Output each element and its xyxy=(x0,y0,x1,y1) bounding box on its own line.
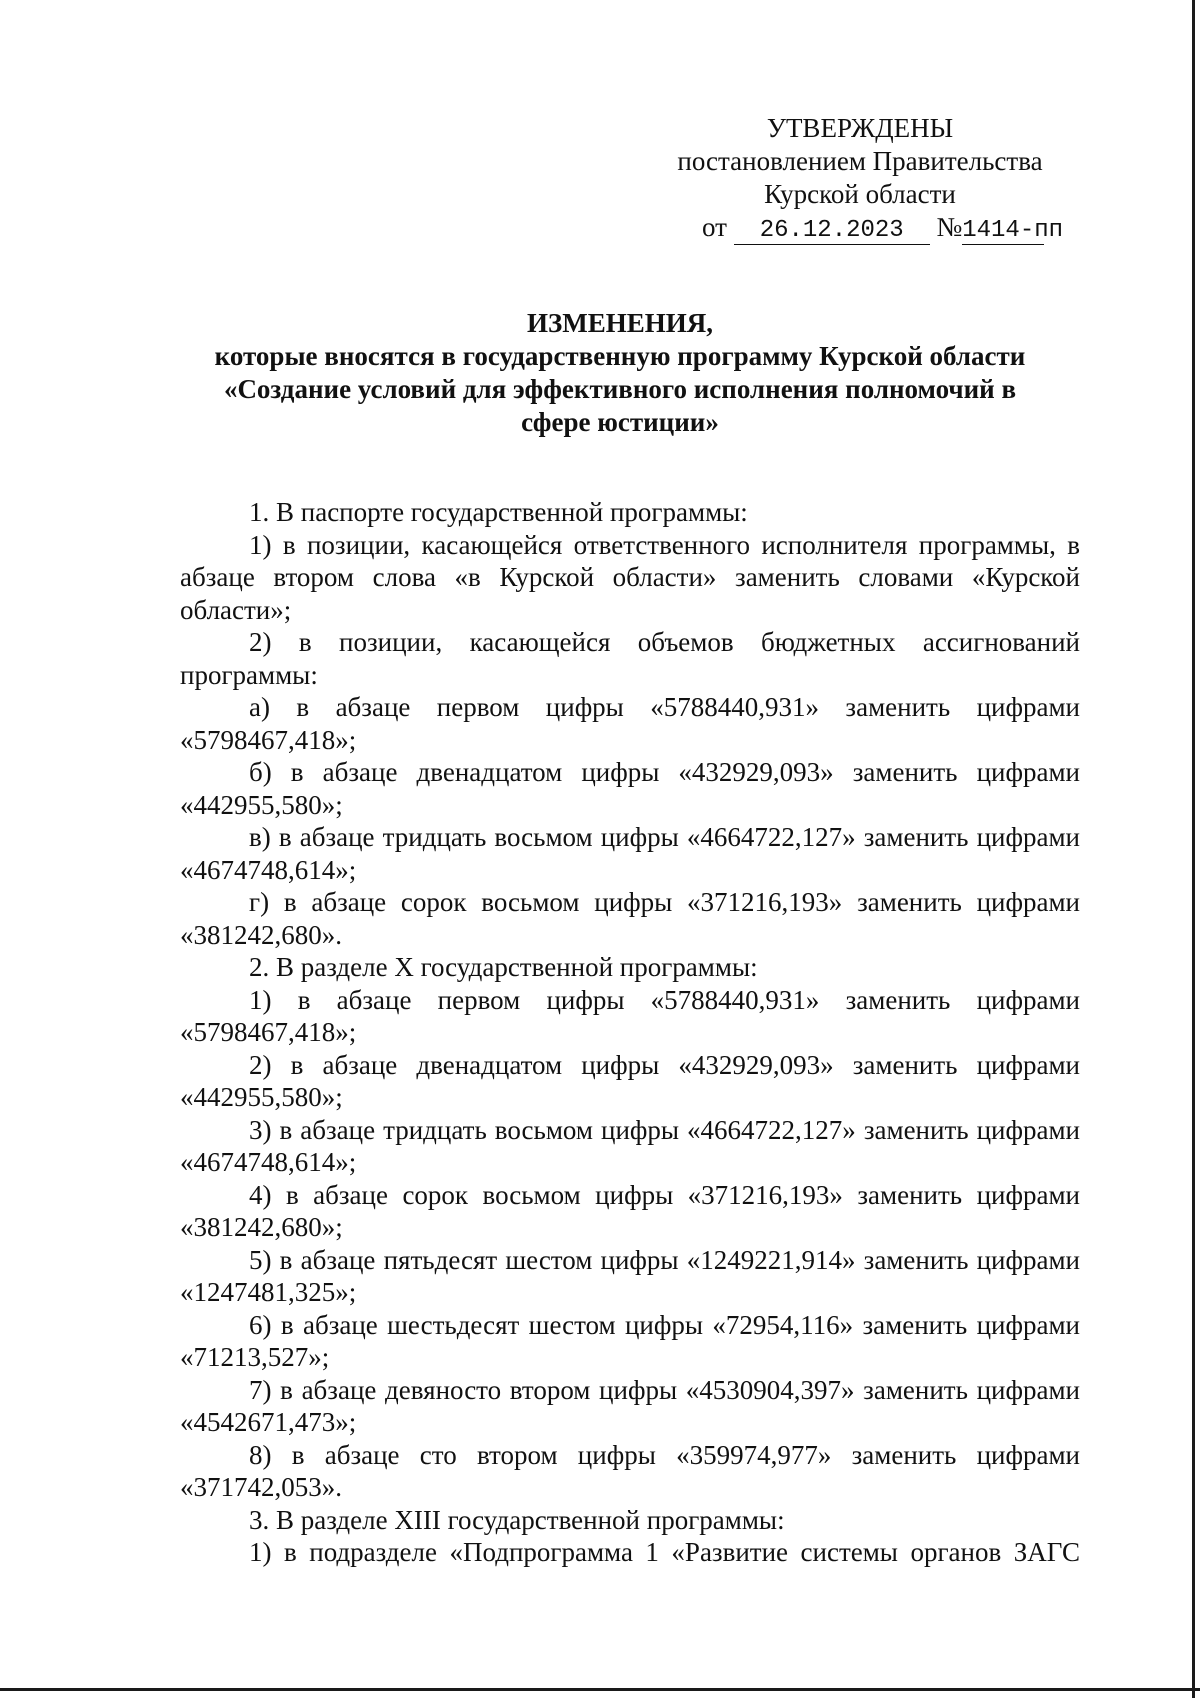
approval-line-2: Курской области xyxy=(764,179,956,209)
paragraph: 1. В паспорте государственной программы: xyxy=(249,497,748,527)
paragraph: а) в абзаце первом цифры «5788440,931» заменить цифрами «5798467,418»; xyxy=(180,692,1080,755)
paragraph: 1) в абзаце первом цифры «5788440,931» заменить цифрами «5798467,418»; xyxy=(180,984,1080,1047)
subtitle-line-3: сфере юстиции» xyxy=(521,407,719,437)
date-prefix: от xyxy=(702,212,727,242)
approval-reference xyxy=(702,211,1142,245)
paragraph: 2. В разделе X государственной программы: xyxy=(249,952,758,982)
paragraph: 1) в позиции, касающейся ответственного исполнителя программы, в абзаце втором слова «в Курской области» заменить словами «Курской области»; xyxy=(180,529,1080,625)
paragraph: 3. В разделе XIII государственной программы: xyxy=(249,1504,785,1535)
paragraph: 2) в позиции, касающейся объемов бюджетных ассигнований программы: xyxy=(180,627,1080,690)
paragraph: 4) в абзаце сорок восьмом цифры «371216,193» заменить цифрами «381242,680»; xyxy=(180,1179,1080,1242)
paragraph: 8) в абзаце сто втором цифры «359974,977» заменить цифрами «371742,053». xyxy=(180,1439,1080,1502)
paragraph: б) в абзаце двенадцатом цифры «432929,093» заменить цифрами «442955,580»; xyxy=(180,757,1080,820)
paragraph: 3) в абзаце тридцать восьмом цифры «4664722,127» заменить цифрами «4674748,614»; xyxy=(180,1114,1080,1177)
paragraph: 5) в абзаце пятьдесят шестом цифры «1249221,914» заменить цифрами «1247481,325»; xyxy=(180,1244,1080,1307)
approval-stamp xyxy=(640,112,1080,245)
paragraph: в) в абзаце тридцать восьмом цифры «4664722,127» заменить цифрами «4674748,614»; xyxy=(180,822,1080,885)
document-heading: ИЗМЕНЕНИЯ, xyxy=(526,308,713,338)
approval-date: 26.12.2023 xyxy=(734,218,930,245)
paragraph: г) в абзаце сорок восьмом цифры «371216,193» заменить цифрами «381242,680». xyxy=(180,887,1080,950)
document-title xyxy=(180,307,1060,439)
paragraph: 1) в подразделе «Подпрограмма 1 «Развитие системы органов ЗАГС xyxy=(249,1537,1080,1567)
scan-edge-right xyxy=(1192,0,1195,1698)
approval-line-1: постановлением Правительства xyxy=(677,146,1043,176)
approval-title: УТВЕРЖДЕНЫ xyxy=(766,113,954,143)
number-label: № xyxy=(936,212,963,242)
subtitle-line-1: которые вносятся в государственную программу Курской области xyxy=(214,341,1026,371)
scan-edge-bottom xyxy=(0,1688,1200,1691)
paragraph: 6) в абзаце шестьдесят шестом цифры «72954,116» заменить цифрами «71213,527»; xyxy=(180,1309,1080,1372)
subtitle-line-2: «Создание условий для эффективного исполнения полномочий в xyxy=(223,374,1017,404)
paragraph: 7) в абзаце девяносто втором цифры «4530904,397» заменить цифрами «4542671,473»; xyxy=(180,1374,1080,1437)
document-body xyxy=(180,496,1080,1569)
paragraph: 2) в абзаце двенадцатом цифры «432929,093» заменить цифрами «442955,580»; xyxy=(180,1049,1080,1112)
approval-number: 1414-пп xyxy=(962,217,1064,244)
